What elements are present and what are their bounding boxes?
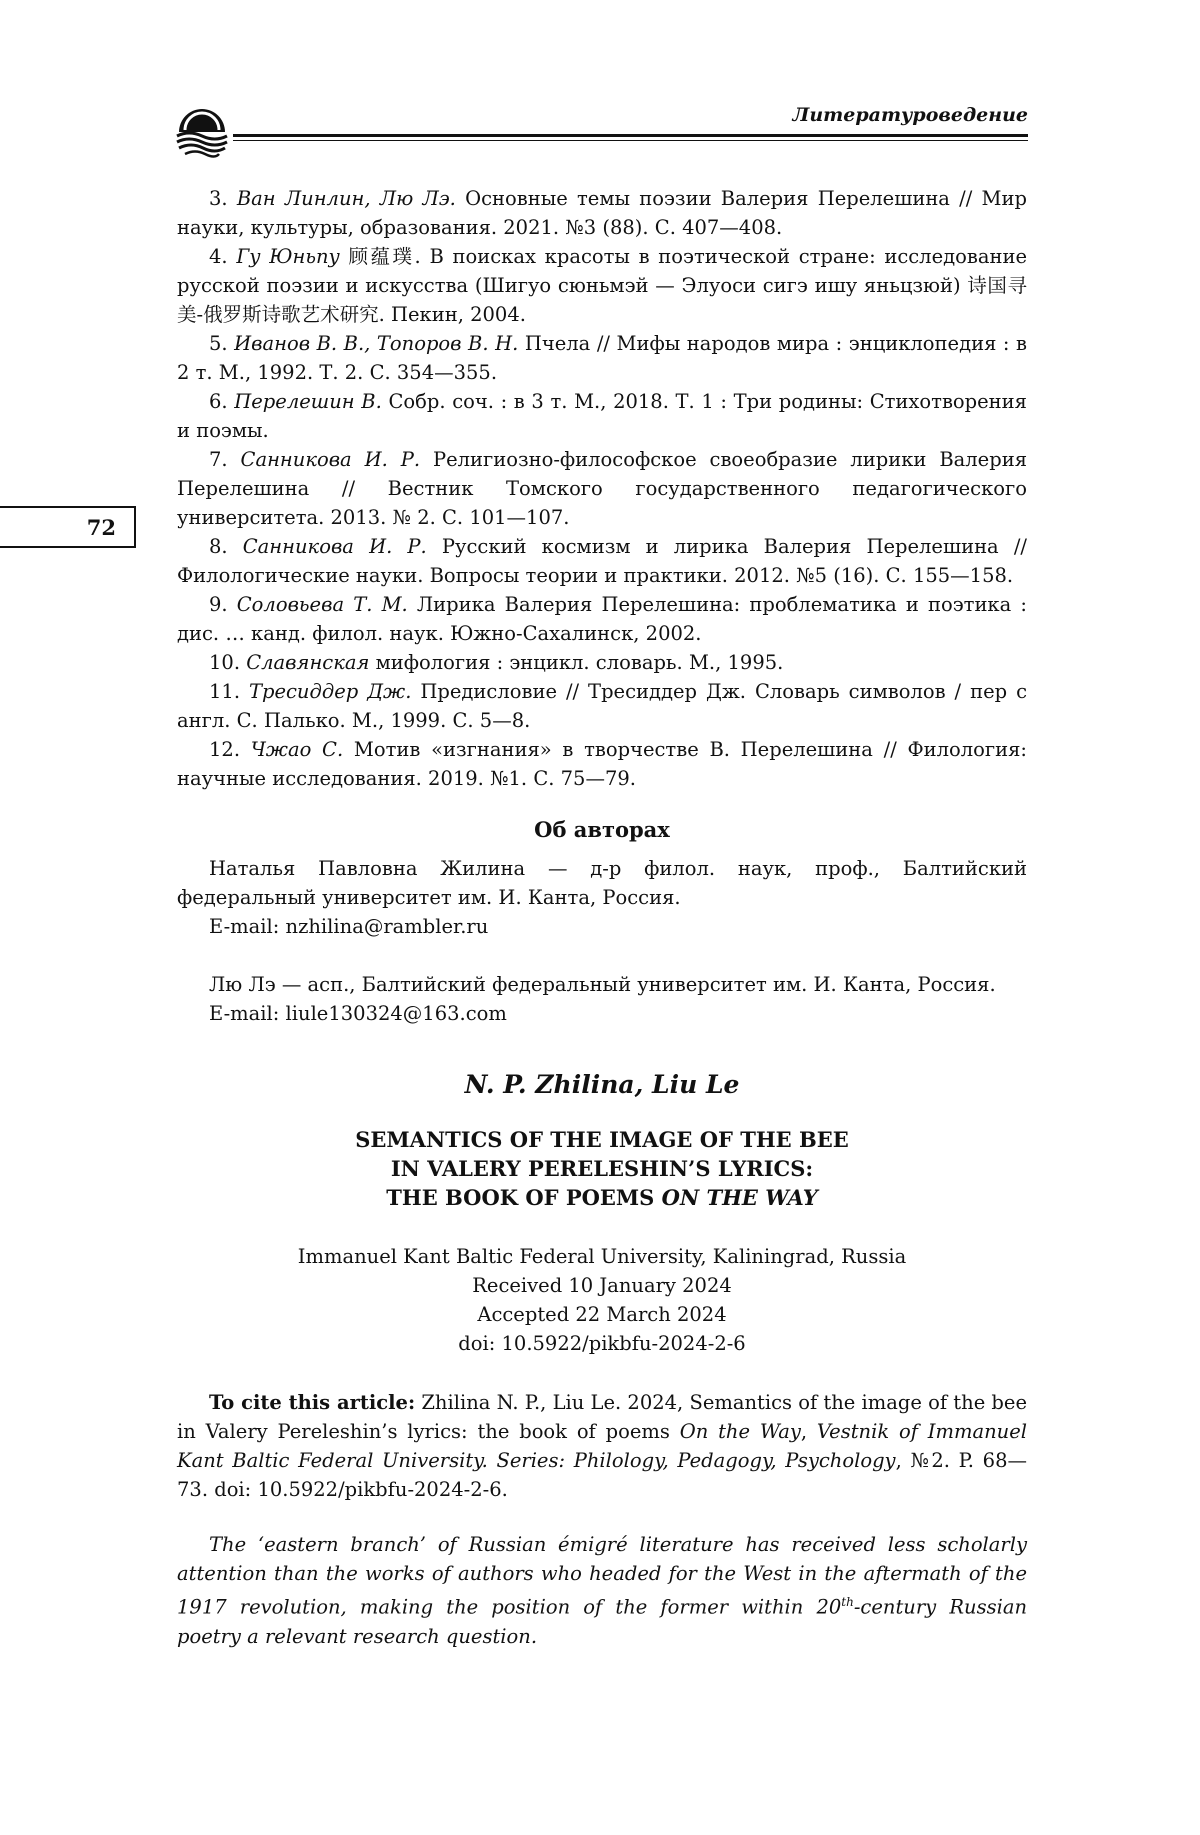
author-email: E-mail: liule130324@163.com	[209, 1002, 507, 1025]
abstract: The ‘eastern branch’ of Russian émigré literature has received less scholarly attention than the works of authors who headed for the West in the aftermath of the 1917 revolution, making the position of the former within 20th-century Russian poetry a relevant research question.	[177, 1533, 1027, 1648]
reference-item: 6. Перелешин В. Собр. соч. : в 3 т. М., 2018. Т. 1 : Три родины: Стихотворения и поэмы.	[177, 390, 1027, 442]
author-info	[177, 970, 1027, 1028]
reference-item: 4. Гу Юньпу 顾蕴璞. В поисках красоты в поэтической стране: исследование русской поэзии и искусства (Шигуо сюньмэй — Элуоси сигэ ишу яньцзюй) 诗国寻美-俄罗斯诗歌艺术研究. Пекин, 2004.	[177, 245, 1027, 326]
reference-item: 12. Чжао С. Мотив «изгнания» в творчестве В. Перелешина // Филология: научные исследования. 2019. №1. С. 75—79.	[177, 738, 1028, 790]
accepted-date: Accepted 22 March 2024	[477, 1303, 727, 1326]
article-meta	[177, 1242, 1027, 1358]
reference-item: 10. Славянская мифология : энцикл. словарь. М., 1995.	[209, 651, 784, 674]
author-description: Наталья Павловна Жилина — д-р филол. наук, проф., Балтийский федеральный университет им. И. Канта, Россия.	[177, 857, 1027, 909]
citation: To cite this article: Zhilina N. P., Liu Le. 2024, Semantics of the image of the bee in Valery Pereleshin’s lyrics: the book of poems On the Way, Vestnik of Immanuel Kant Baltic Federal University. Series: Philology, Pedagogy, Psychology, №2. P. 68—73. doi: 10.5922/pikbfu-2024-2-6.	[177, 1391, 1027, 1501]
header-rule-thin	[233, 140, 1028, 141]
received-date: Received 10 January 2024	[472, 1274, 732, 1297]
page-number: 72	[0, 506, 136, 548]
reference-item: 11. Тресиддер Дж. Предисловие // Тресиддер Дж. Словарь символов / пер с англ. С. Палько. М., 1999. С. 5—8.	[177, 680, 1027, 732]
running-header	[173, 94, 1028, 160]
reference-item: 3. Ван Линлин, Лю Лэ. Основные темы поэзии Валерия Перелешина // Мир науки, культуры, образования. 2021. №3 (88). С. 407—408.	[177, 187, 1027, 239]
reference-item: 8. Санникова И. Р. Русский космизм и лирика Валерия Перелешина // Филологические науки. Вопросы теории и практики. 2012. №5 (16). С. 155—158.	[177, 535, 1027, 587]
author-info	[177, 854, 1027, 941]
reference-item: 9. Соловьева Т. М. Лирика Валерия Перелешина: проблематика и поэтика : дис. … канд. филол. наук. Южно-Сахалинск, 2002.	[177, 593, 1027, 645]
affiliation: Immanuel Kant Baltic Federal University, Kaliningrad, Russia	[297, 1245, 907, 1268]
wave-logo-icon	[173, 102, 231, 158]
english-authors: N. P. Zhilina, Liu Le	[464, 1070, 740, 1099]
about-authors-heading: Об авторах	[534, 817, 670, 842]
author-description: Лю Лэ — асп., Балтийский федеральный университет им. И. Канта, Россия.	[209, 973, 996, 996]
section-title: Литературоведение	[792, 104, 1028, 126]
header-rule-thick	[233, 134, 1028, 137]
reference-item: 7. Санникова И. Р. Религиозно-философское своеобразие лирики Валерия Перелешина // Вестник Томского государственного педагогического университета. 2013. № 2. С. 101—107.	[177, 448, 1027, 529]
reference-list	[177, 184, 1027, 793]
page-body	[177, 184, 1027, 1651]
reference-item: 5. Иванов В. В., Топоров В. Н. Пчела // Мифы народов мира : энциклопедия : в 2 т. М., 1992. Т. 2. С. 354—355.	[177, 332, 1027, 384]
doi: doi: 10.5922/pikbfu-2024-2-6	[458, 1332, 746, 1355]
author-email: E-mail: nzhilina@rambler.ru	[209, 915, 489, 938]
english-title: SEMANTICS OF THE IMAGE OF THE BEE IN VALERY PERELESHIN’S LYRICS: THE BOOK OF POEMS ON THE WAY	[355, 1127, 849, 1210]
